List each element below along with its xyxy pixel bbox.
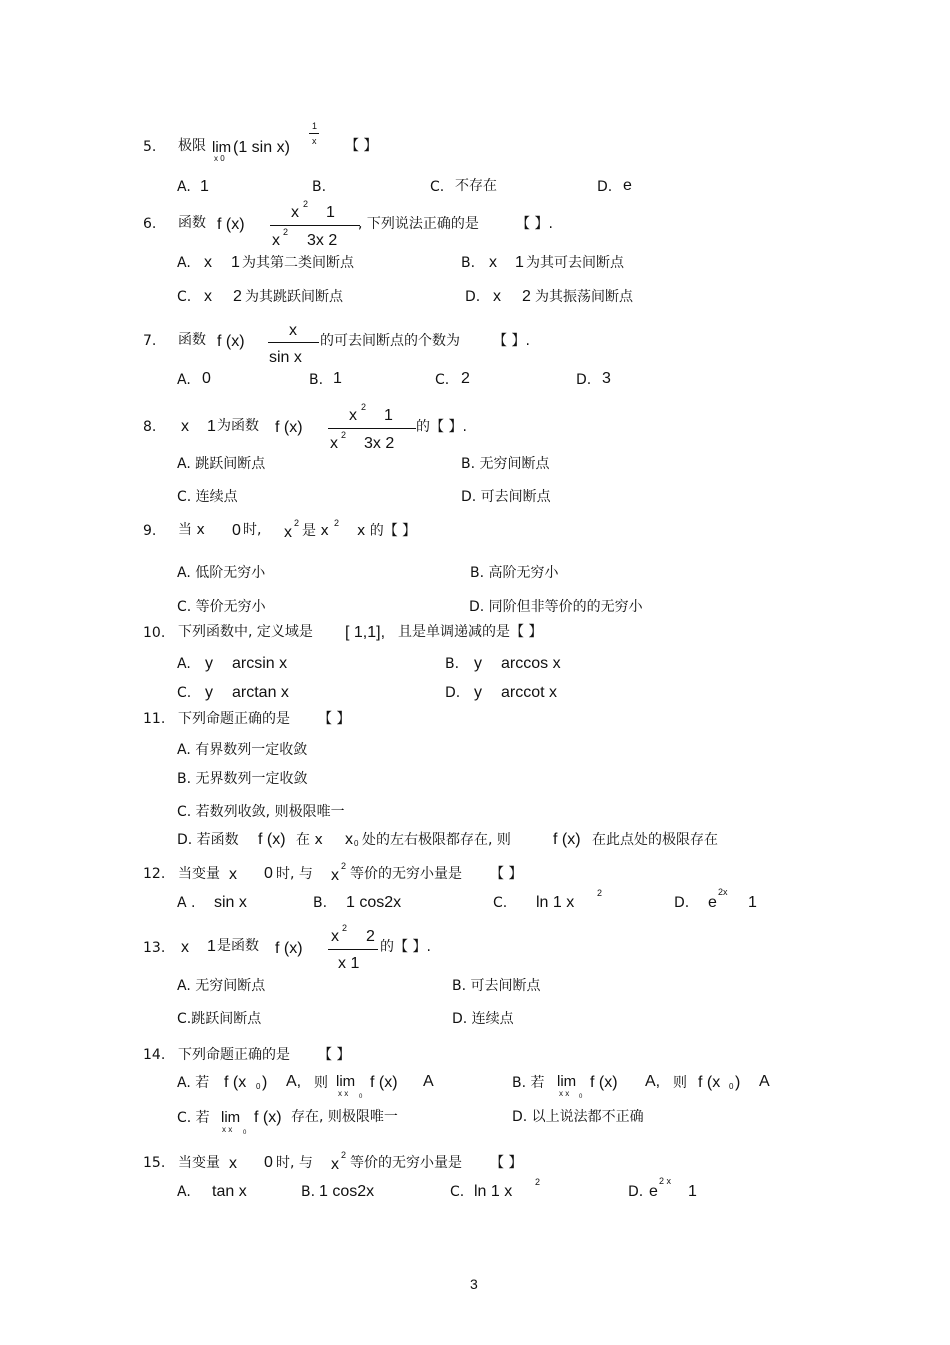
q12-shi: 时, 与	[276, 866, 313, 882]
q6-b-label: B.	[461, 255, 476, 271]
q6-den-rest: 3x 2	[307, 232, 338, 249]
q6-b-text: 为其可去间断点	[526, 255, 624, 271]
q8-den-x: x	[330, 435, 338, 452]
q12-a-label: A .	[177, 895, 196, 911]
q14-b-limsub: x x	[559, 1089, 570, 1098]
page-number: 3	[470, 1276, 478, 1292]
q14-c-lim: lim	[221, 1109, 241, 1126]
q10-b-label: B.	[445, 656, 460, 672]
q13-after: 的【 】.	[380, 939, 431, 955]
q15-d-sup: 2 x	[659, 1176, 672, 1186]
q11-opt-d-fx2: f (x)	[553, 831, 581, 848]
q11-opt-a: A. 有界数列一定收敛	[177, 742, 308, 758]
q12-c-sup: 2	[597, 888, 603, 898]
q12-c-label: C.	[493, 895, 508, 911]
q7-opt-c-label: C.	[435, 372, 450, 388]
q10-b-func: arccos x	[501, 655, 561, 672]
q8-opt-c: C. 连续点	[177, 489, 238, 505]
q7-prompt: 函数	[178, 332, 206, 348]
q11-opt-c: C. 若数列收敛, 则极限唯一	[177, 804, 345, 820]
q15-d-func: 1	[688, 1183, 697, 1200]
q13-num-x: x	[331, 928, 339, 945]
q11-number: 11.	[143, 711, 166, 727]
q5-opt-b-label: B.	[312, 179, 327, 195]
q5-opt-d-label: D.	[597, 179, 613, 195]
q9-sup2: 2	[334, 518, 340, 528]
q15-c-label: C.	[450, 1184, 465, 1200]
q12-c-func: ln 1 x	[536, 894, 575, 911]
q10-d-label: D.	[445, 685, 461, 701]
q8-den-rest: 3x 2	[364, 435, 395, 452]
q6-c-label: C.	[177, 289, 192, 305]
q11-opt-d-fx: f (x)	[258, 831, 286, 848]
q8-opt-a: A. 跳跃间断点	[177, 456, 266, 472]
q6-d-label: D.	[465, 289, 481, 305]
q7-opt-a-label: A.	[177, 372, 191, 388]
q12-tail: 等价的无穷小量是	[350, 866, 462, 882]
q8-after: 的【 】.	[416, 419, 467, 435]
q6-num-x: x	[291, 204, 299, 221]
q10-c-y: y	[205, 684, 213, 701]
q8-mid: 为函数	[217, 418, 259, 434]
q15-d-e: e	[649, 1183, 658, 1200]
q10-c-func: arctan x	[232, 684, 289, 701]
q5-expr: (1 sin x)	[233, 139, 290, 156]
q13-opt-c: C.跳跃间断点	[177, 1011, 262, 1027]
q6-a-label: A.	[177, 255, 191, 271]
q11-opt-d-c: 处的左右极限都存在, 则	[362, 832, 511, 848]
q11-opt-d-x0-sub: 0	[354, 839, 359, 848]
q13-opt-b: B. 可去间断点	[452, 978, 541, 994]
q14-a-A: A,	[286, 1073, 302, 1090]
q9-zero: 0	[232, 522, 241, 539]
q15-b-func: 1 cos2x	[319, 1183, 375, 1200]
q13-fx: f (x)	[275, 940, 303, 957]
q6-c-text: 为其跳跃间断点	[245, 289, 343, 305]
q15-tail: 等价的无穷小量是	[350, 1155, 462, 1171]
q10-d-func: arccot x	[501, 684, 558, 701]
q14-c-fx: f (x)	[254, 1109, 282, 1126]
q14-a-close: )	[262, 1074, 268, 1091]
q9-number: 9.	[143, 523, 157, 539]
q15-x: x	[229, 1155, 237, 1172]
q13-number: 13.	[143, 940, 166, 956]
q14-a-lim: lim	[336, 1073, 356, 1090]
q6-c-x: x	[204, 288, 212, 305]
q11-bracket: 【 】	[318, 711, 351, 727]
q7-frac-num: x	[289, 322, 297, 339]
q14-c-limsub: x x	[222, 1125, 233, 1134]
q14-bracket: 【 】	[318, 1047, 351, 1063]
q15-a-label: A.	[177, 1184, 191, 1200]
q6-prompt: 函数	[178, 215, 206, 231]
q5-exp-den: x	[312, 136, 317, 146]
q9-when: 当 x	[178, 522, 205, 538]
q12-d-e: e	[708, 894, 717, 911]
q14-opt-d: D. 以上说法都不正确	[512, 1109, 644, 1125]
q8-num-1: 1	[384, 407, 393, 424]
q12-x2: x	[331, 867, 339, 884]
q5-exp-num: 1	[312, 121, 318, 131]
q14-b-limsub0: 0	[579, 1094, 583, 1100]
q10-number: 10.	[143, 625, 166, 641]
q5-lim-sub: x 0	[214, 154, 225, 163]
q12-d-label: D.	[674, 895, 690, 911]
q8-opt-d: D. 可去间断点	[461, 489, 551, 505]
q12-number: 12.	[143, 866, 166, 882]
q6-num-1: 1	[326, 204, 335, 221]
q14-b-close: )	[735, 1074, 741, 1091]
q6-fx: f (x)	[217, 216, 245, 233]
q11-opt-b: B. 无界数列一定收敛	[177, 771, 308, 787]
q13-num-sup: 2	[342, 923, 348, 933]
q8-num-sup: 2	[361, 402, 367, 412]
q12-zero: 0	[264, 865, 273, 882]
q10-a-func: arcsin x	[232, 655, 288, 672]
q5-lim: lim	[212, 139, 232, 156]
q13-v: 1	[207, 938, 216, 955]
q6-a-text: 为其第二类间断点	[242, 255, 354, 271]
q9-x2: x	[284, 524, 292, 541]
q11-opt-d-x0: x	[345, 831, 353, 848]
q10-d-y: y	[474, 684, 482, 701]
q9-shi2: 是 x	[302, 523, 329, 539]
q12-sup: 2	[341, 861, 347, 871]
q6-a-x: x	[204, 254, 212, 271]
q11-prompt: 下列命题正确的是	[178, 711, 290, 727]
q15-zero: 0	[264, 1154, 273, 1171]
q9-opt-a: A. 低阶无穷小	[177, 565, 266, 581]
q15-shi: 时, 与	[276, 1155, 313, 1171]
q5-opt-a-value: 1	[200, 178, 209, 195]
q10-after: 且是单调递减的是【 】	[398, 624, 543, 640]
q12-d-func: 1	[748, 894, 757, 911]
q6-d-x: x	[493, 288, 501, 305]
q14-c-label: C. 若	[177, 1110, 210, 1126]
q14-b-f: f (x	[698, 1074, 721, 1091]
q13-den: x 1	[338, 955, 360, 972]
q11-opt-d-a: D. 若函数	[177, 832, 239, 848]
q14-a-sub: 0	[256, 1082, 261, 1091]
q7-fx: f (x)	[217, 333, 245, 350]
q14-c-text: 存在, 则极限唯一	[291, 1109, 398, 1125]
q6-d-v: 2	[522, 288, 531, 305]
q13-num-2: 2	[366, 928, 375, 945]
q9-tail: x 的【 】	[357, 523, 417, 539]
q10-domain: [ 1,1],	[345, 624, 386, 641]
q15-sup: 2	[341, 1150, 347, 1160]
q10-prompt: 下列函数中, 定义域是	[178, 624, 313, 640]
q13-fraction-bar	[328, 949, 378, 950]
q6-after: , 下列说法正确的是	[358, 216, 479, 232]
q14-c-limsub0: 0	[243, 1130, 247, 1136]
q6-d-text: 为其振荡间断点	[535, 289, 633, 305]
q5-number: 5.	[143, 139, 157, 155]
q10-c-label: C.	[177, 685, 192, 701]
q14-b-lim: lim	[557, 1073, 577, 1090]
q11-opt-d-b: 在 x	[296, 832, 323, 848]
q14-a-label: A. 若	[177, 1075, 210, 1091]
q5-prompt: 极限	[178, 138, 206, 154]
q9-opt-c: C. 等价无穷小	[177, 599, 266, 615]
q6-b-x: x	[489, 254, 497, 271]
q5-bracket: 【 】	[345, 138, 378, 154]
q6-number: 6.	[143, 216, 157, 232]
q12-a-func: sin x	[214, 894, 247, 911]
q14-a-limsub0: 0	[359, 1094, 363, 1100]
q14-b-then: 则	[673, 1075, 687, 1091]
q7-opt-b-label: B.	[309, 372, 324, 388]
q6-fraction-bar	[270, 225, 360, 226]
q8-num-x: x	[349, 407, 357, 424]
q6-c-v: 2	[233, 288, 242, 305]
q15-bracket: 【 】	[490, 1155, 523, 1171]
q6-bracket: 【 】.	[516, 216, 553, 232]
q11-opt-d-d: 在此点处的极限存在	[592, 832, 718, 848]
q14-prompt: 下列命题正确的是	[178, 1047, 290, 1063]
q13-x: x	[181, 939, 189, 956]
q5-opt-c-value: 不存在	[455, 178, 497, 194]
q6-num-sup: 2	[303, 199, 309, 209]
q12-d-sup: 2x	[718, 887, 728, 897]
q5-opt-c-label: C.	[430, 179, 445, 195]
q14-number: 14.	[143, 1047, 166, 1063]
q15-a-func: tan x	[212, 1183, 247, 1200]
q8-x: x	[181, 418, 189, 435]
q12-b-label: B.	[313, 895, 328, 911]
q14-a-f: f (x	[224, 1074, 247, 1091]
q9-sup: 2	[294, 518, 300, 528]
q8-fraction-bar	[328, 428, 416, 429]
q12-x: x	[229, 866, 237, 883]
q12-when: 当变量	[178, 866, 220, 882]
q8-den-sup: 2	[341, 430, 347, 440]
q7-opt-d-label: D.	[576, 372, 592, 388]
q6-a-v: 1	[231, 254, 240, 271]
q6-b-v: 1	[515, 254, 524, 271]
q7-opt-a-value: 0	[202, 370, 211, 387]
q14-a-res: A	[423, 1073, 434, 1090]
q7-number: 7.	[143, 333, 157, 349]
q7-frac-den: sin x	[269, 349, 302, 366]
q14-a-then: 则	[314, 1075, 328, 1091]
q14-b-A: A,	[645, 1073, 661, 1090]
q5-opt-d-value: e	[623, 177, 632, 194]
q7-after: 的可去间断点的个数为	[320, 333, 460, 349]
q7-opt-b-value: 1	[333, 370, 342, 387]
q15-number: 15.	[143, 1155, 166, 1171]
q8-fx: f (x)	[275, 419, 303, 436]
q12-b-func: 1 cos2x	[346, 894, 402, 911]
q9-shi: 时,	[243, 522, 262, 538]
q10-a-label: A.	[177, 656, 191, 672]
q15-d-label: D.	[628, 1184, 644, 1200]
q15-x2: x	[331, 1156, 339, 1173]
q15-b-label: B.	[301, 1184, 316, 1200]
q8-v: 1	[207, 418, 216, 435]
q15-c-sup: 2	[535, 1177, 541, 1187]
q7-fraction-bar	[268, 342, 319, 343]
q5-opt-a-label: A.	[177, 179, 191, 195]
q14-b-fx: f (x)	[590, 1074, 618, 1091]
q9-opt-b: B. 高阶无穷小	[470, 565, 559, 581]
q12-bracket: 【 】	[490, 866, 523, 882]
q13-opt-a: A. 无穷间断点	[177, 978, 266, 994]
q14-a-fx: f (x)	[370, 1074, 398, 1091]
q6-den-x: x	[272, 232, 280, 249]
q8-number: 8.	[143, 419, 157, 435]
q6-den-sup: 2	[283, 227, 289, 237]
q14-b-res: A	[759, 1073, 770, 1090]
q7-bracket: 【 】.	[493, 333, 530, 349]
q9-opt-d: D. 同阶但非等价的的无穷小	[469, 599, 643, 615]
q14-a-limsub: x x	[338, 1089, 349, 1098]
q15-when: 当变量	[178, 1155, 220, 1171]
q10-a-y: y	[205, 655, 213, 672]
q13-mid: 是函数	[217, 938, 259, 954]
q15-c-func: ln 1 x	[474, 1183, 513, 1200]
q13-opt-d: D. 连续点	[452, 1011, 514, 1027]
q7-opt-c-value: 2	[461, 370, 470, 387]
q7-opt-d-value: 3	[602, 370, 611, 387]
q5-exp-bar	[309, 133, 319, 134]
q14-b-label: B. 若	[512, 1075, 545, 1091]
q10-b-y: y	[474, 655, 482, 672]
q8-opt-b: B. 无穷间断点	[461, 456, 550, 472]
q14-b-sub: 0	[729, 1082, 734, 1091]
